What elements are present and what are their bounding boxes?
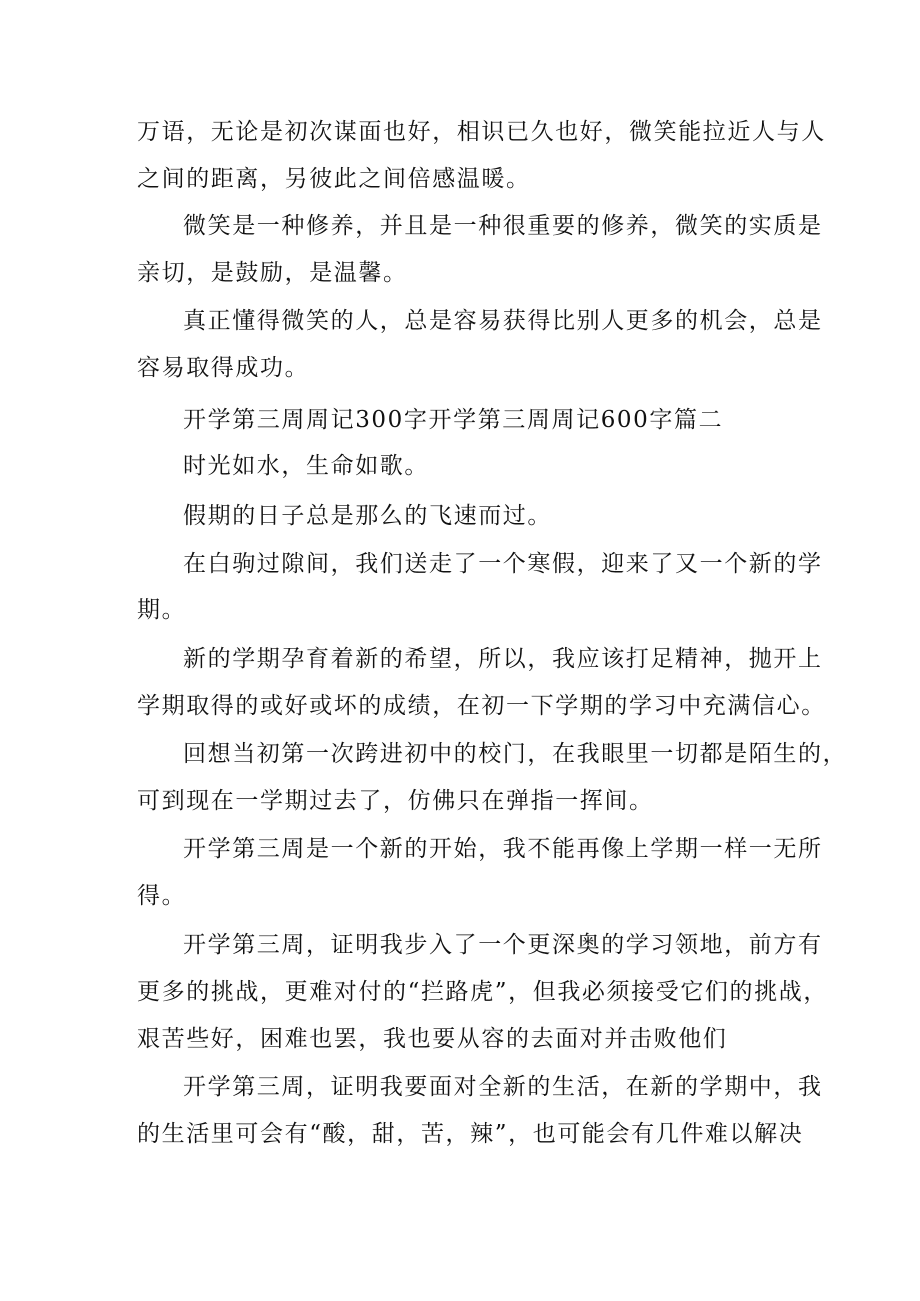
text-line: 回想当初第一次跨进初中的校门，在我眼里一切都是陌生的， — [183, 741, 848, 767]
text-line: 假期的日子总是那么的飞速而过。 — [183, 503, 552, 529]
text-line: 真正懂得微笑的人，总是容易获得比别人更多的机会，总是 — [183, 308, 823, 334]
text-line: 亲切，是鼓励，是温馨。 — [137, 260, 408, 286]
text-line: 新的学期孕育着新的希望，所以，我应该打足精神，抛开上 — [183, 646, 823, 672]
text-line: 学期取得的或好或坏的成绩，在初一下学期的学习中充满信心。 — [137, 693, 826, 719]
section-heading: 开学第三周周记300字开学第三周周记600字篇二 — [183, 407, 724, 433]
text-line: 艰苦些好，困难也罢，我也要从容的去面对并击败他们 — [137, 1026, 728, 1052]
text-line: 开学第三周是一个新的开始，我不能再像上学期一样一无所 — [183, 836, 823, 862]
text-line: 微笑是一种修养，并且是一种很重要的修养，微笑的实质是 — [183, 213, 823, 239]
text-line: 万语，无论是初次谋面也好，相识已久也好，微笑能拉近人与人 — [137, 119, 826, 145]
text-line: 在白驹过隙间，我们送走了一个寒假，迎来了又一个新的学 — [183, 551, 823, 577]
text-line: 开学第三周，证明我步入了一个更深奥的学习领地，前方有 — [183, 932, 823, 958]
text-line: 得。 — [137, 883, 187, 909]
text-line: 期。 — [137, 597, 187, 623]
text-line: 的生活里可会有“酸，甜，苦，辣”，也可能会有几件难以解决 — [137, 1121, 804, 1147]
text-line: 更多的挑战，更难对付的“拦路虎”，但我必须接受它们的挑战， — [137, 979, 828, 1005]
text-line: 可到现在一学期过去了，仿佛只在弹指一挥间。 — [137, 788, 654, 814]
text-line: 开学第三周，证明我要面对全新的生活，在新的学期中，我 — [183, 1074, 823, 1100]
text-line: 时光如水，生命如歌。 — [183, 453, 429, 479]
text-line: 容易取得成功。 — [137, 355, 310, 381]
text-line: 之间的距离，另彼此之间倍感温暖。 — [137, 166, 531, 192]
